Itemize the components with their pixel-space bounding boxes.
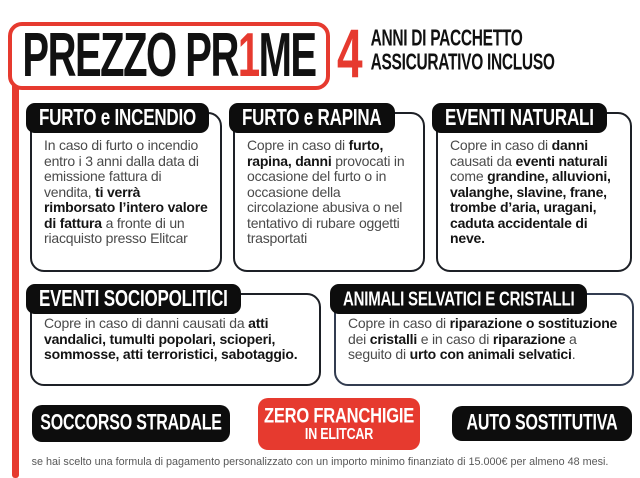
- left-red-rail: [12, 78, 19, 478]
- card-animali-cristalli: [334, 287, 634, 386]
- card-eventi-sociopolitici: [30, 285, 321, 386]
- card-furto-incendio-body: In caso di furto o incendio entro i 3 anni dalla data di emissione fattura di vendita, ti verrà rimborsato l’intero valore di fattura a fronte di un riacquisto presso Elitcar: [44, 137, 208, 246]
- years-caption-line1: ANNI DI PACCHETTO: [370, 26, 523, 52]
- insurance-years-badge: [337, 14, 555, 92]
- brand-title: [22, 21, 315, 91]
- card-furto-rapina: [233, 104, 425, 272]
- badge-label: ZERO FRANCHIGIE: [263, 404, 415, 428]
- badge-auto-sostitutiva: [452, 406, 632, 441]
- card-title: EVENTI SOCIOPOLITICI: [39, 285, 228, 312]
- badge-label: SOCCORSO STRADALE: [40, 410, 222, 435]
- card-animali-cristalli-body: Copre in caso di riparazione o sostituzione dei cristalli e in caso di riparazione a seguito di urto con animali selvatici.: [348, 315, 618, 362]
- card-title: FURTO e RAPINA: [242, 104, 382, 131]
- card-eventi-naturali: [436, 104, 632, 272]
- card-animali-cristalli-header: [330, 284, 587, 314]
- brand-title-box: [8, 22, 330, 90]
- years-caption: [371, 26, 555, 77]
- badge-soccorso-stradale: [32, 405, 230, 442]
- financing-footnote: se hai scelto una formula di pagamento personalizzato con un importo minimo finanziato di 15.000€ per almeno 48 mesi.: [31, 456, 609, 468]
- badge-label: AUTO SOSTITUTIVA: [466, 410, 618, 435]
- badge-zero-franchigie: [258, 398, 420, 450]
- years-caption-line2: ASSICURATIVO INCLUSO: [370, 50, 555, 77]
- brand-title-pre: PREZZO PR: [22, 21, 238, 90]
- card-furto-incendio-header: [26, 103, 209, 133]
- card-furto-rapina-header: [229, 103, 395, 133]
- card-title: EVENTI NATURALI: [445, 104, 594, 131]
- brand-title-post: ME: [258, 21, 316, 90]
- card-title: FURTO e INCENDIO: [39, 104, 197, 131]
- card-eventi-sociopolitici-header: [26, 284, 241, 314]
- card-eventi-sociopolitici-body: Copre in caso di danni causati da atti vandalici, tumulti popolari, scioperi, sommosse, atti terroristici, sabotaggio.: [44, 315, 298, 362]
- brand-title-accent: 1: [237, 21, 259, 90]
- card-title: ANIMALI SELVATICI E CRISTALLI: [343, 287, 575, 311]
- years-number: 4: [337, 14, 362, 92]
- card-eventi-naturali-body: Copre in caso di danni causati da eventi naturali come grandine, alluvioni, valanghe, slavine, frane, trombe d’aria, uragani, caduta accidentale di neve.: [450, 137, 611, 246]
- card-furto-incendio: [30, 104, 222, 272]
- card-eventi-naturali-header: [432, 103, 607, 133]
- badge-sublabel: IN ELITCAR: [304, 425, 374, 443]
- card-furto-rapina-body: Copre in caso di furto, rapina, danni provocati in occasione del furto o in occasione della circolazione abusiva o nel tentativo di rubare oggetti trasportati: [247, 137, 405, 246]
